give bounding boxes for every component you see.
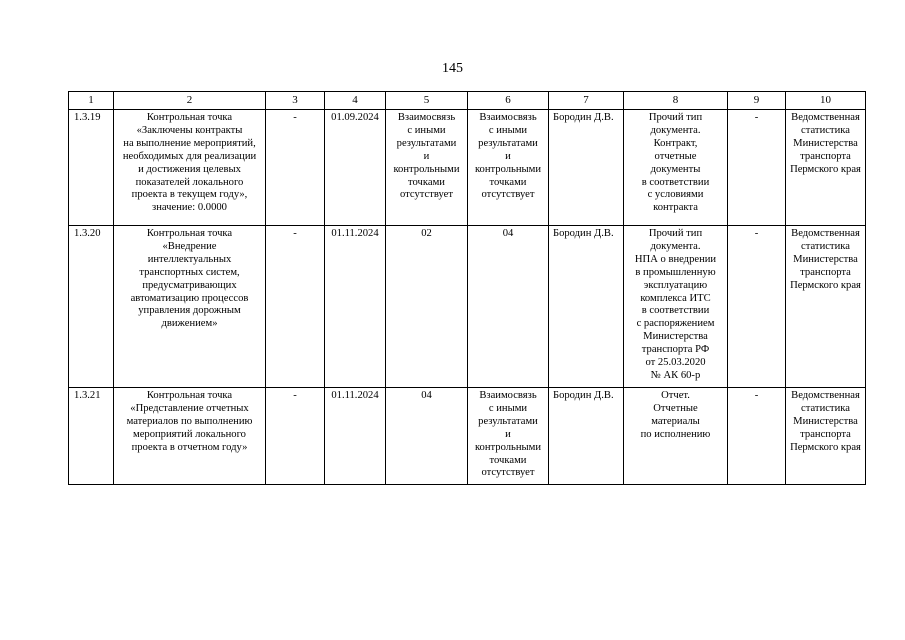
- table-cell: -: [728, 110, 786, 226]
- table-row: [69, 110, 866, 226]
- column-header: 2: [114, 92, 266, 110]
- control-point-description: Контрольная точка «Внедрение интеллектуальных транспортных систем, предусматривающих автоматизацию процессов управления дорожным движением»: [114, 226, 266, 388]
- control-point-description: Контрольная точка «Представление отчетных материалов по выполнению мероприятий локального проекта в отчетном году»: [114, 388, 266, 485]
- table-cell: Взаимосвязь с иными результатами и контрольными точками отсутствует: [468, 388, 549, 485]
- column-header: 3: [266, 92, 325, 110]
- column-header: 5: [386, 92, 468, 110]
- table-cell: -: [728, 388, 786, 485]
- information-source: Ведомственная статистика Министерства транспорта Пермского края: [786, 388, 866, 485]
- column-header: 8: [624, 92, 728, 110]
- column-header: 10: [786, 92, 866, 110]
- table-cell: 04: [468, 226, 549, 388]
- table-cell: -: [728, 226, 786, 388]
- column-header: 4: [325, 92, 386, 110]
- control-points-table: [68, 91, 866, 485]
- control-point-description: Контрольная точка «Заключены контракты на выполнение мероприятий, необходимых для реализации и достижения целевых показателей локального проекта в текущем году», значение: 0.0000: [114, 110, 266, 226]
- row-number: 1.3.19: [69, 110, 114, 226]
- table-cell: -: [266, 226, 325, 388]
- responsible-person: Бородин Д.В.: [549, 110, 624, 226]
- document-type: Отчет. Отчетные материалы по исполнению: [624, 388, 728, 485]
- document-type: Прочий тип документа. НПА о внедрении в промышленную эксплуатацию комплекса ИТС в соответствии с распоряжением Министерства транспорта РФ от 25.03.2020 № АК 60-р: [624, 226, 728, 388]
- row-number: 1.3.20: [69, 226, 114, 388]
- column-header: 9: [728, 92, 786, 110]
- document-type: Прочий тип документа. Контракт, отчетные документы в соответствии с условиями контракта: [624, 110, 728, 226]
- responsible-person: Бородин Д.В.: [549, 388, 624, 485]
- table-cell: 02: [386, 226, 468, 388]
- table-cell: Взаимосвязь с иными результатами и контрольными точками отсутствует: [468, 110, 549, 226]
- column-header: 1: [69, 92, 114, 110]
- table-header-row: [69, 92, 866, 110]
- table-cell: -: [266, 110, 325, 226]
- due-date: 01.11.2024: [325, 388, 386, 485]
- page-number: 145: [442, 61, 463, 76]
- table-row: [69, 226, 866, 388]
- row-number: 1.3.21: [69, 388, 114, 485]
- table-cell: Взаимосвязь с иными результатами и контрольными точками отсутствует: [386, 110, 468, 226]
- information-source: Ведомственная статистика Министерства транспорта Пермского края: [786, 110, 866, 226]
- table-cell: 04: [386, 388, 468, 485]
- table-row: [69, 388, 866, 485]
- table-cell: -: [266, 388, 325, 485]
- column-header: 7: [549, 92, 624, 110]
- information-source: Ведомственная статистика Министерства транспорта Пермского края: [786, 226, 866, 388]
- column-header: 6: [468, 92, 549, 110]
- responsible-person: Бородин Д.В.: [549, 226, 624, 388]
- due-date: 01.09.2024: [325, 110, 386, 226]
- due-date: 01.11.2024: [325, 226, 386, 388]
